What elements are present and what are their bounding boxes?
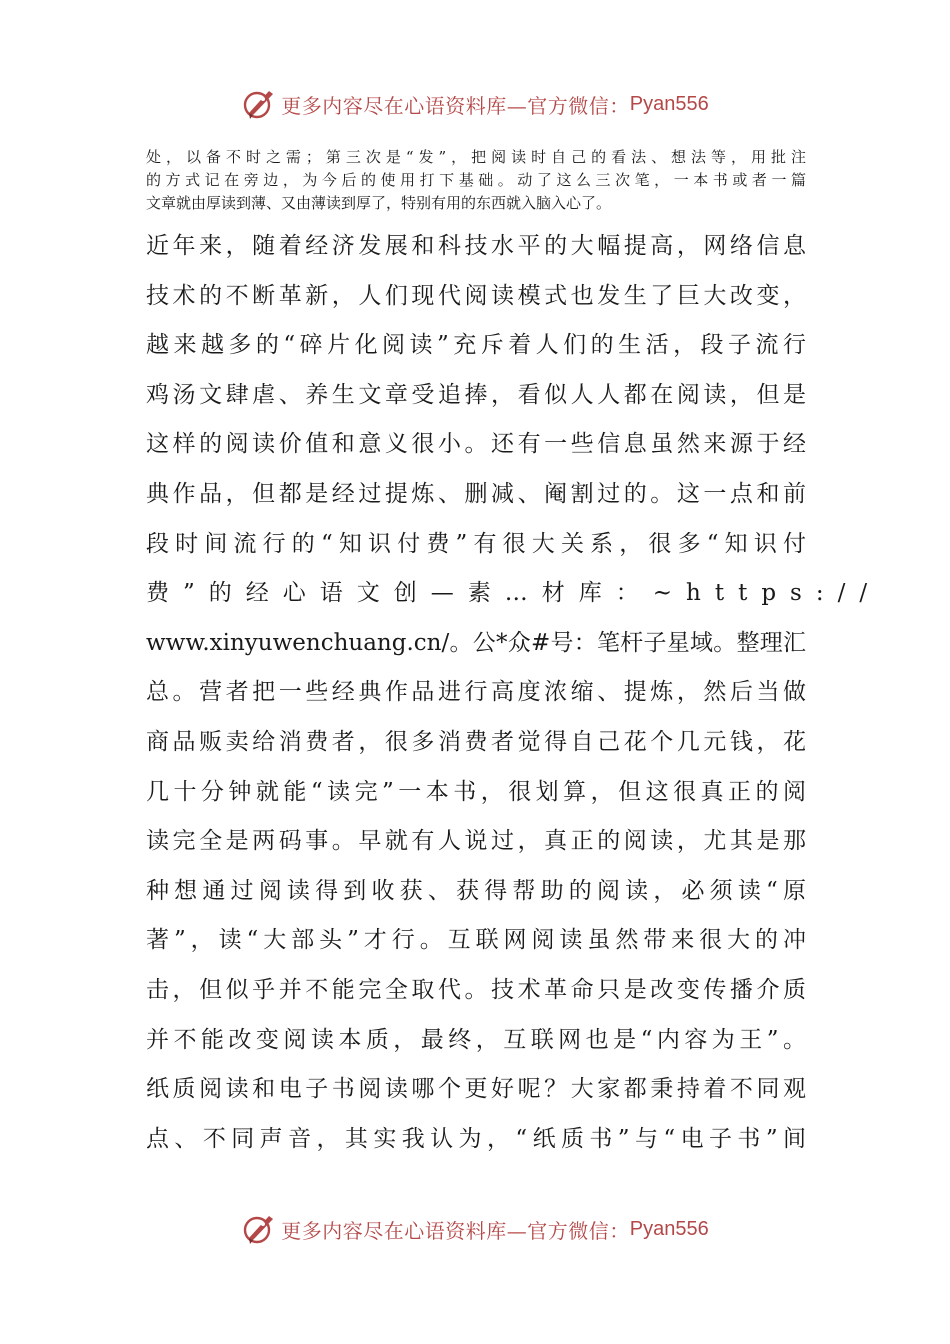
main-paragraph-line: 总。营者把一些经典作品进行高度浓缩、提炼，然后当做 (146, 679, 806, 706)
main-paragraph-line: 读完全是两码事。早就有人说过，真正的阅读，尤其是那 (146, 828, 806, 855)
footer-banner-text: 更多内容尽在心语资料库—官方微信： (281, 1218, 630, 1243)
main-paragraph-line: 费”的经心语文创—素…材库：~https:// (146, 580, 882, 607)
main-paragraph-line: 纸质阅读和电子书阅读哪个更好呢？大家都秉持着不同观 (146, 1076, 806, 1103)
main-paragraph-line: 典作品，但都是经过提炼、删减、阉割过的。这一点和前 (146, 480, 806, 507)
main-paragraph-line: 越来越多的“碎片化阅读”充斥着人们的生活，段子流行 (146, 332, 806, 359)
small-paragraph-line: 处，以备不时之需；第三次是“发”，把阅读时自己的看法、想法等，用批注 (146, 148, 806, 166)
header-banner-text: 更多内容尽在心语资料库—官方微信： (281, 93, 630, 118)
small-paragraph-line: 的方式记在旁边，为今后的使用打下基础。动了这么三次笔，一本书或者一篇 (146, 171, 806, 189)
main-paragraph-line: 著”，读“大部头”才行。互联网阅读虽然带来很大的冲 (146, 927, 806, 954)
main-paragraph-line: 鸡汤文肆虐、养生文章受追捧，看似人人都在阅读，但是 (146, 381, 806, 408)
main-paragraph-line: 点、不同声音，其实我认为，“纸质书”与“电子书”间 (146, 1125, 806, 1152)
main-paragraph-line: 近年来，随着经济发展和科技水平的大幅提高，网络信息 (146, 233, 806, 259)
small-paragraph-line: 文章就由厚读到薄、又由薄读到厚了，特别有用的东西就入脑入心了。 (146, 194, 612, 212)
main-paragraph-line: 并不能改变阅读本质，最终，互联网也是“内容为王”。 (146, 1026, 806, 1053)
quill-pen-logo-icon (241, 1211, 277, 1247)
main-paragraph-line: 商品贩卖给消费者，很多消费者觉得自己花个几元钱，花 (146, 728, 806, 755)
header-banner (0, 84, 950, 124)
main-paragraph-line: 段时间流行的“知识付费”有很大关系，很多“知识付 (146, 530, 806, 557)
footer-banner-code: Pyan556 (629, 1217, 709, 1240)
main-paragraph-line: 技术的不断革新，人们现代阅读模式也发生了巨大改变， (146, 282, 806, 309)
footer-banner (0, 1209, 950, 1249)
header-banner-code: Pyan556 (629, 92, 709, 115)
quill-pen-logo-icon (241, 86, 277, 122)
main-paragraph-line: 几十分钟就能“读完”一本书，很划算，但这很真正的阅 (146, 778, 806, 805)
main-paragraph (146, 222, 882, 1164)
small-paragraph (146, 146, 806, 215)
main-paragraph-line: 种想通过阅读得到收获、获得帮助的阅读，必须读“原 (146, 877, 806, 904)
main-paragraph-line: www.xinyuwenchuang.cn/。公*众#号：笔杆子星域。整理汇 (146, 629, 806, 656)
main-paragraph-line: 击，但似乎并不能完全取代。技术革命只是改变传播介质 (146, 976, 806, 1003)
main-paragraph-line: 这样的阅读价值和意义很小。还有一些信息虽然来源于经 (146, 431, 806, 458)
